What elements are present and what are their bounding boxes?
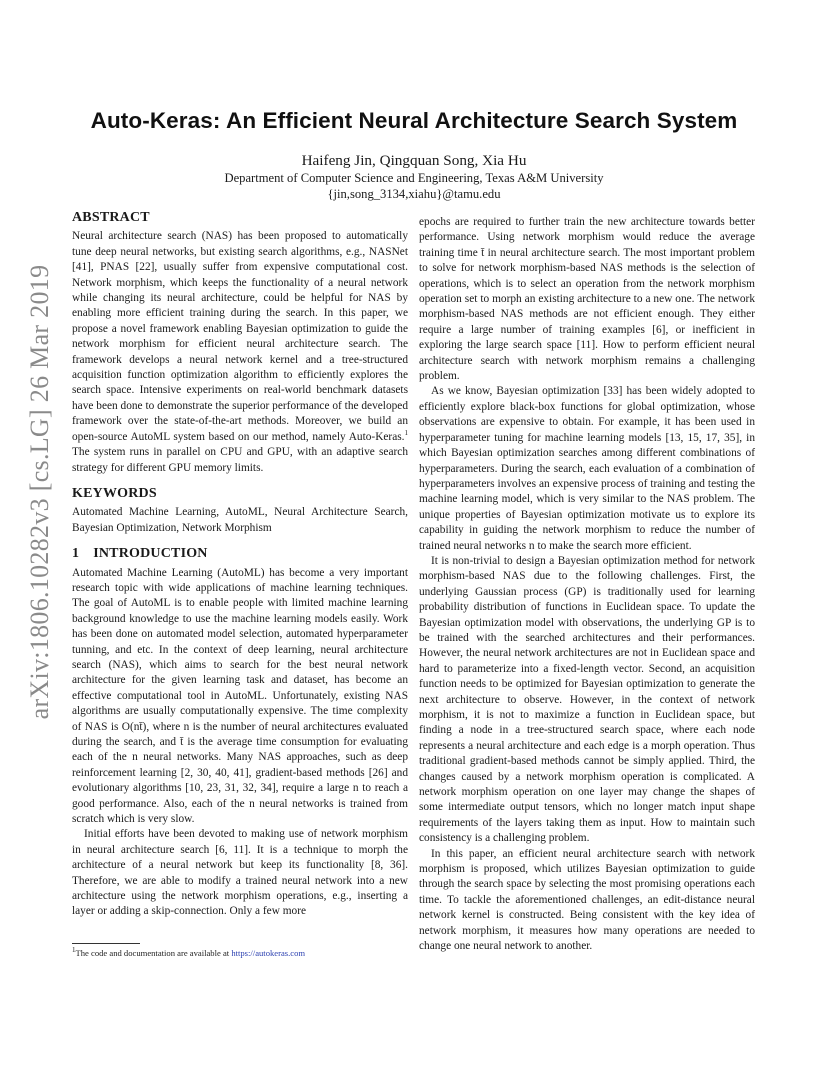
footnote (72, 948, 305, 958)
intro-paragraph: Initial efforts have been devoted to making use of network morphism in neural architecture search [6, 11]. It is a technique to morph the architecture of a neural network but keep its functionality [8, 36]. Therefore, we are able to modify a trained neural network into a new architecture using the network morphism operations, e.g., inserting a layer or adding a skip-connection. Only a few more (72, 828, 408, 918)
author-emails: {jin,song_3134,xiahu}@tamu.edu (327, 187, 501, 201)
right-column (419, 215, 755, 955)
keywords-heading: KEYWORDS (72, 485, 157, 501)
intro-paragraph: As we know, Bayesian optimization [33] has been widely adopted to efficiently explore black-box functions for global optimization, whose observations are expensive to obtain. For example, it has been used in hyperparameter tuning for machine learning models [13, 15, 17, 35], in which Bayesian optimization searches among different combinations of hyperparameters. During the search, each evaluation of a combination of hyperparameters involves an expensive process of training and testing the machine learning model, which is very similar to the NAS problem. The unique properties of Bayesian optimization motivate us to explore its capability in guiding the network morphism to reduce the number of trained neural networks n to make the search more efficient. (419, 385, 755, 552)
affiliation: Department of Computer Science and Engineering, Texas A&M University (224, 171, 604, 185)
keywords-section (72, 486, 408, 536)
abstract-text (72, 229, 408, 476)
footnote-divider (72, 943, 140, 944)
abstract-heading: ABSTRACT (72, 210, 150, 225)
arxiv-identifier: arXiv:1806.10282v3 [cs.LG] 26 Mar 2019 (25, 264, 54, 720)
left-column (72, 210, 408, 920)
intro-paragraph: In this paper, an efficient neural architecture search with network morphism is proposed, which utilizes Bayesian optimization to guide through the search space by selecting the most promising operations each time. To tackle the aforementioned challenges, an edit-distance neural network kernel is constructed. Being consistent with the key idea of network morphism, it measures how many operations are needed to change one neural network to another. (419, 847, 755, 953)
intro-paragraph: Automated Machine Learning (AutoML) has become a very important research topic with wide applications of machine learning techniques. The goal of AutoML is to enable people with limited machine learning background knowledge to use the machine learning models easily. Work has been done on automated model selection, automated hyperparameter tunning, and etc. In the context of deep learning, neural architecture search (NAS), which aims to search for the best neural network architecture for the given learning task and dataset, has become an effective computational tool in AutoML. Unfortunately, existing NAS algorithms are usually computationally expensive. The time complexity of NAS is O(nt̄), where n is the number of neural architectures evaluated during the search, and t̄ is the average time consumption for evaluating each of the n neural networks. Many NAS approaches, such as deep reinforcement learning [2, 30, 40, 41], gradient-based methods [26] and evolutionary algorithms [10, 23, 31, 32, 34], require a large n to reach a good performance. Also, each of the n neural networks is trained from scratch which is very slow. (72, 566, 408, 826)
abstract-body: Neural architecture search (NAS) has been proposed to automatically tune deep neural networks, but existing search algorithms, e.g., NASNet [41], PNAS [22], usually suffer from expensive computational cost. Network morphism, which keeps the functionality of a neural network while changing its neural architecture, could be helpful for NAS by enabling more efficient training during the search. In this paper, we propose a novel framework enabling Bayesian optimization to guide the network morphism for efficient neural architecture search. The framework develops a neural network kernel and a tree-structured acquisition function optimization algorithm to efficiently explores the search space. Intensive experiments on real-world benchmark datasets have been done to demonstrate the superior performance of the developed framework over the state-of-the-art methods. Moreover, we build an open-source AutoML system based on our method, namely Auto-Keras. (72, 230, 408, 443)
footnote-number: 1 (72, 946, 76, 955)
keywords-text: Automated Machine Learning, AutoML, Neural Architecture Search, Bayesian Optimization, Network Morphism (72, 506, 408, 534)
section-number: 1 (72, 546, 80, 562)
abstract-section (72, 210, 408, 476)
introduction-section (72, 546, 408, 920)
paper-title: Auto-Keras: An Efficient Neural Architecture Search System (90, 108, 738, 133)
intro-paragraph: It is non-trivial to design a Bayesian optimization method for network morphism-based NAS due to the following challenges. First, the underlying Gaussian process (GP) is traditionally used for learning probability distribution of functions in Euclidean space. To update the Bayesian optimization model with observations, the underlying GP is to be trained with the searched architectures and their performances. However, the neural network architectures are not in Euclidean space and hard to parameterize into a fixed-length vector. Second, an acquisition function needs to be optimized for Bayesian optimization to generate the next architecture to observe. However, in the context of network morphism, it is not to maximize a function in Euclidean space, but finding a node in a tree-structured search space, where each node represents a neural architecture and each edge is a morph operation. Thus traditional gradient-based methods cannot be simply applied. Third, the changes caused by a network morphism operation is complicated. A network morphism operation on one layer may change the shapes of some intermediate output tensors, which no longer match input shape requirements of the layers taking them as input. How to maintain such consistency is a challenging problem. (419, 554, 755, 845)
abstract-body-end: The system runs in parallel on CPU and GPU, with an adaptive search strategy for different GPU memory limits. (72, 446, 408, 474)
footnote-mark[interactable]: 1 (404, 428, 408, 437)
introduction-heading (72, 546, 408, 561)
intro-paragraph-continued: epochs are required to further train the new architecture towards better performance. Using network morphism would reduce the average training time t̄ in neural architecture search. The most important problem to solve for network morphism-based NAS methods is the selection of operations, which is to select an operation from the network morphism operation set to morph an existing architecture to a new one. The network morphism-based NAS methods are not efficient enough. They either require a large number of training examples [6], or inefficient in exploring the large search space [11]. How to perform efficient neural architecture search with network morphism remains a challenging problem. (419, 216, 755, 383)
footnote-text: The code and documentation are available at (75, 948, 232, 958)
author-list: Haifeng Jin, Qingquan Song, Xia Hu (301, 152, 527, 169)
section-title: INTRODUCTION (93, 546, 208, 562)
autokeras-link[interactable]: https://autokeras.com (231, 948, 306, 958)
